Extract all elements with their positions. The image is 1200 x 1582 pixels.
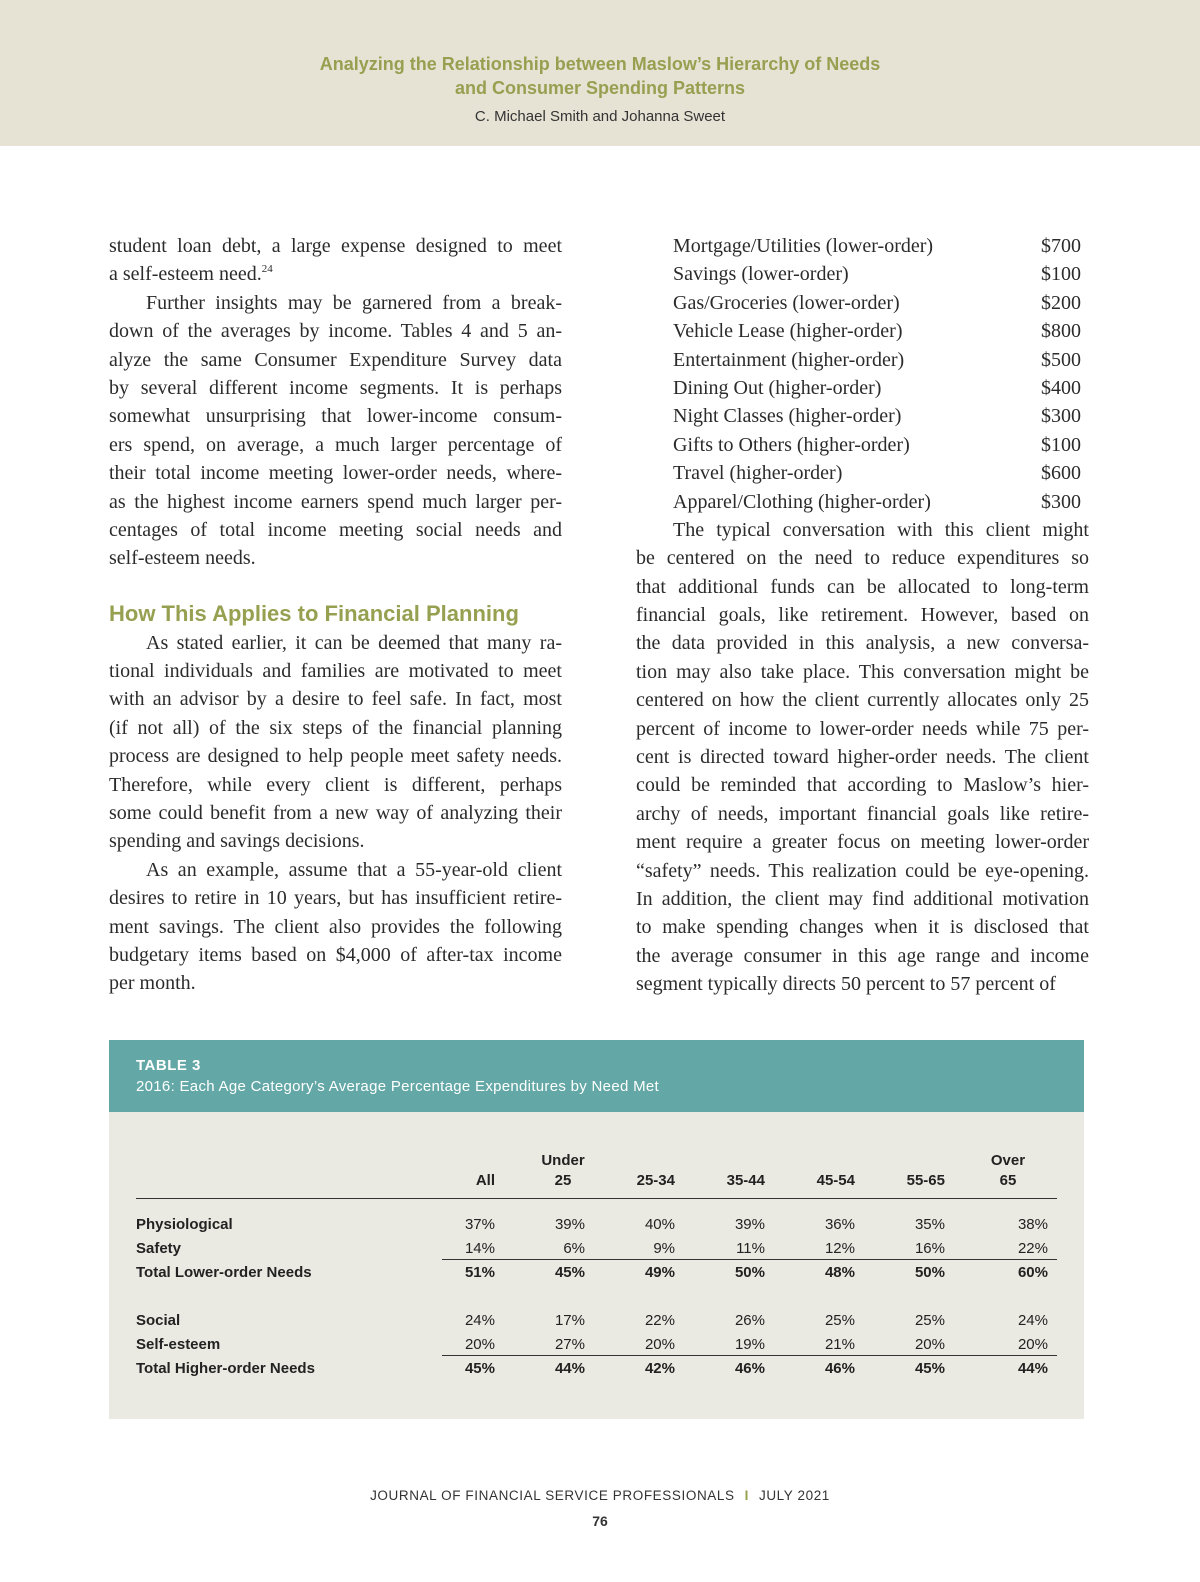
table-cell: 20% — [644, 1336, 675, 1353]
table-cell: 45% — [464, 1360, 495, 1377]
table-cell: 39% — [554, 1216, 585, 1233]
table-cell: 49% — [644, 1264, 675, 1281]
table-cell: 6% — [563, 1240, 585, 1257]
text-line: process are designed to help people meet safety needs. — [109, 745, 562, 768]
column-header: 45-54 — [816, 1172, 855, 1189]
text-line: be centered on the need to reduce expenditures so — [636, 547, 1089, 570]
budget-item — [636, 346, 1089, 374]
text-line: as the highest income earners spend much larger per- — [109, 490, 562, 513]
table-label: TABLE 3 — [136, 1057, 201, 1074]
row-label: Safety — [136, 1240, 182, 1257]
text-line: financial goals, like retirement. However, based on — [636, 604, 1089, 627]
table-cell: 24% — [464, 1312, 495, 1329]
budget-item-amount: $100 — [1041, 263, 1081, 286]
subtotal-rule — [442, 1355, 1057, 1356]
page-number: 76 — [592, 1513, 608, 1529]
budget-item-amount: $300 — [1041, 490, 1081, 513]
table-cell: 26% — [734, 1312, 765, 1329]
column-header-line: Under — [541, 1152, 585, 1169]
text-line: tion may also take place. This conversation might be — [636, 660, 1089, 683]
column-header: 65 — [999, 1172, 1017, 1189]
budget-item — [636, 260, 1089, 288]
text-line: some could benefit from a new way of analyzing their — [109, 802, 562, 825]
text-line: tional individuals and families are motivated to meet — [109, 660, 562, 683]
text-line: self-esteem needs. — [109, 547, 256, 570]
text-line: segment typically directs 50 percent to 57 percent of — [636, 973, 1056, 996]
column-header: 55-65 — [906, 1172, 945, 1189]
text-line: per month. — [109, 972, 196, 995]
text-line: centages of total income meeting social needs and — [109, 518, 562, 541]
table-cell: 45% — [914, 1360, 945, 1377]
text-line: ment savings. The client also provides the following — [109, 915, 562, 938]
text-line: to make spending changes when it is disclosed that — [636, 916, 1089, 939]
table-cell: 12% — [824, 1240, 855, 1257]
table-cell: 27% — [554, 1336, 585, 1353]
table-cell: 16% — [914, 1240, 945, 1257]
budget-item-label: Apparel/Clothing (higher-order) — [673, 490, 931, 513]
table-cell: 37% — [464, 1216, 495, 1233]
table-3 — [109, 1040, 1084, 1419]
table-cell: 20% — [914, 1336, 945, 1353]
text-line: the average consumer in this age range and income — [636, 944, 1089, 967]
text-line — [109, 260, 562, 288]
text-line: student loan debt, a large expense designed to meet — [109, 235, 562, 257]
budget-item-label: Mortgage/Utilities (lower-order) — [673, 235, 934, 257]
budget-item-amount: $700 — [1041, 235, 1081, 257]
table-cell: 20% — [464, 1336, 495, 1353]
text-line: percent of income to lower-order needs while 75 per- — [636, 717, 1089, 740]
table-caption: 2016: Each Age Category’s Average Percentage Expenditures by Need Met — [136, 1078, 659, 1095]
budget-item-label: Dining Out (higher-order) — [673, 376, 882, 399]
row-label: Physiological — [136, 1216, 233, 1233]
table-cell: 22% — [644, 1312, 675, 1329]
text-line: somewhat unsurprising that lower-income consum- — [109, 405, 562, 428]
table-cell: 14% — [464, 1240, 495, 1257]
footnote-marker: 24 — [261, 263, 273, 276]
row-label: Total Higher-order Needs — [136, 1360, 315, 1377]
text-line: their total income meeting lower-order needs, where- — [109, 462, 562, 485]
table-cell: 35% — [914, 1216, 945, 1233]
budget-item — [636, 488, 1089, 516]
text-line: ers spend, on average, a much larger percentage of — [109, 433, 562, 456]
table-cell: 11% — [736, 1240, 765, 1257]
table-cell: 45% — [554, 1264, 585, 1281]
table-cell: 21% — [824, 1336, 855, 1353]
text-line: with an advisor by a desire to feel safe. In fact, most — [109, 688, 562, 711]
paragraph-income-breakdown — [109, 289, 562, 573]
article-title-line-2: and Consumer Spending Patterns — [454, 78, 746, 98]
table-cell: 44% — [1017, 1360, 1048, 1377]
table-cell: 22% — [1017, 1240, 1048, 1257]
table-cell: 50% — [914, 1264, 945, 1281]
table-cell: 50% — [734, 1264, 765, 1281]
left-column — [109, 232, 562, 998]
text-line: “safety” needs. This realization could be eye-opening. — [636, 859, 1089, 882]
budget-item — [636, 431, 1089, 459]
table-cell: 38% — [1017, 1216, 1048, 1233]
budget-item-label: Gifts to Others (higher-order) — [673, 433, 910, 456]
table-cell: 19% — [734, 1336, 765, 1353]
table-cell: 24% — [1017, 1312, 1048, 1329]
budget-item-label: Vehicle Lease (higher-order) — [673, 320, 903, 343]
table-cell: 51% — [464, 1264, 495, 1281]
text-line: As an example, assume that a 55-year-old client — [146, 858, 562, 881]
table-cell: 48% — [824, 1264, 855, 1281]
text-line: alyze the same Consumer Expenditure Survey data — [109, 348, 562, 371]
row-label: Self-esteem — [136, 1336, 221, 1353]
page-footer — [0, 1488, 1200, 1503]
budget-item — [636, 289, 1089, 317]
budget-item — [636, 374, 1089, 402]
text-line: by several different income segments. It is perhaps — [109, 376, 562, 399]
paragraph-conversation — [636, 516, 1089, 999]
budget-list — [636, 232, 1089, 516]
journal-name: JOURNAL OF FINANCIAL SERVICE PROFESSIONALS — [370, 1488, 735, 1503]
budget-item-label: Night Classes (higher-order) — [673, 405, 902, 428]
text-line: the data provided in this analysis, a new conversa- — [636, 632, 1089, 655]
budget-item-amount: $800 — [1041, 320, 1081, 343]
table-cell: 40% — [644, 1216, 675, 1233]
text-line: spending and savings decisions. — [109, 830, 365, 853]
running-header — [0, 0, 1200, 146]
budget-item-label: Savings (lower-order) — [673, 263, 849, 286]
table-cell: 36% — [824, 1216, 855, 1233]
section-heading: How This Applies to Financial Planning — [109, 600, 519, 626]
text-line: could be reminded that according to Maslow’s hier- — [636, 774, 1089, 797]
issue-date: JULY 2021 — [758, 1488, 830, 1503]
text-line-content: a self-esteem need. — [109, 263, 262, 286]
text-line: archy of needs, important financial goals like retire- — [636, 802, 1089, 825]
table-cell: 17% — [554, 1312, 585, 1329]
subtotal-rule — [442, 1259, 1057, 1260]
article-authors: C. Michael Smith and Johanna Sweet — [474, 108, 726, 125]
budget-item-amount: $100 — [1041, 433, 1081, 456]
footer-separator: I — [744, 1488, 749, 1503]
budget-item — [636, 459, 1089, 487]
column-header: 25-34 — [636, 1172, 675, 1189]
budget-item — [636, 232, 1089, 260]
table-header-band — [109, 1040, 1084, 1112]
budget-item-amount: $400 — [1041, 376, 1081, 399]
text-line: Further insights may be garnered from a break- — [146, 291, 562, 314]
budget-item-amount: $600 — [1041, 462, 1081, 485]
table-cell: 42% — [644, 1360, 675, 1377]
column-header: 35-44 — [726, 1172, 765, 1189]
text-line: down of the averages by income. Tables 4 and 5 an- — [109, 320, 562, 343]
text-line: that additional funds can be allocated to long-term — [636, 575, 1089, 598]
text-line: ment require a greater focus on meeting lower-order — [636, 831, 1089, 854]
table-cell: 60% — [1017, 1264, 1048, 1281]
article-title-line-1: Analyzing the Relationship between Maslow’s Hierarchy of Needs — [319, 54, 881, 74]
column-header: 25 — [554, 1172, 572, 1189]
budget-item-amount: $300 — [1041, 405, 1081, 428]
budget-item-amount: $500 — [1041, 348, 1081, 371]
text-line: cent is directed toward higher-order needs. The client — [636, 746, 1089, 769]
text-line: In addition, the client may find additional motivation — [636, 887, 1089, 910]
budget-item — [636, 317, 1089, 345]
table-cell: 25% — [914, 1312, 945, 1329]
budget-item-label: Entertainment (higher-order) — [673, 348, 905, 371]
text-line: centered on how the client currently allocates only 25 — [636, 689, 1089, 712]
budget-item — [636, 402, 1089, 430]
budget-item-label: Gas/Groceries (lower-order) — [673, 291, 900, 314]
column-header: All — [475, 1172, 495, 1189]
column-header-line: Over — [990, 1152, 1026, 1169]
article-title — [0, 52, 1200, 100]
table-cell: 20% — [1017, 1336, 1048, 1353]
budget-item-amount: $200 — [1041, 291, 1081, 314]
paragraph-safety-motivation — [109, 629, 562, 856]
text-line: desires to retire in 10 years, but has insufficient retire- — [109, 887, 562, 910]
table-cell: 9% — [653, 1240, 675, 1257]
table-cell: 44% — [554, 1360, 585, 1377]
text-line: Therefore, while every client is different, perhaps — [109, 773, 562, 796]
text-line: (if not all) of the six steps of the financial planning — [109, 716, 562, 739]
table-cell: 46% — [824, 1360, 855, 1377]
paragraph-continuation — [109, 232, 562, 289]
paragraph-client-example — [109, 856, 562, 998]
text-line: As stated earlier, it can be deemed that many ra- — [146, 631, 562, 654]
table-cell: 25% — [824, 1312, 855, 1329]
text-line: The typical conversation with this client might — [673, 518, 1089, 541]
table-cell: 46% — [734, 1360, 765, 1377]
text-line: budgetary items based on $4,000 of after-tax income — [109, 943, 562, 966]
budget-item-label: Travel (higher-order) — [673, 462, 843, 485]
header-rule — [136, 1198, 1057, 1199]
row-label: Total Lower-order Needs — [136, 1264, 312, 1281]
table-cell: 39% — [734, 1216, 765, 1233]
right-column — [636, 232, 1089, 999]
row-label: Social — [136, 1312, 181, 1329]
